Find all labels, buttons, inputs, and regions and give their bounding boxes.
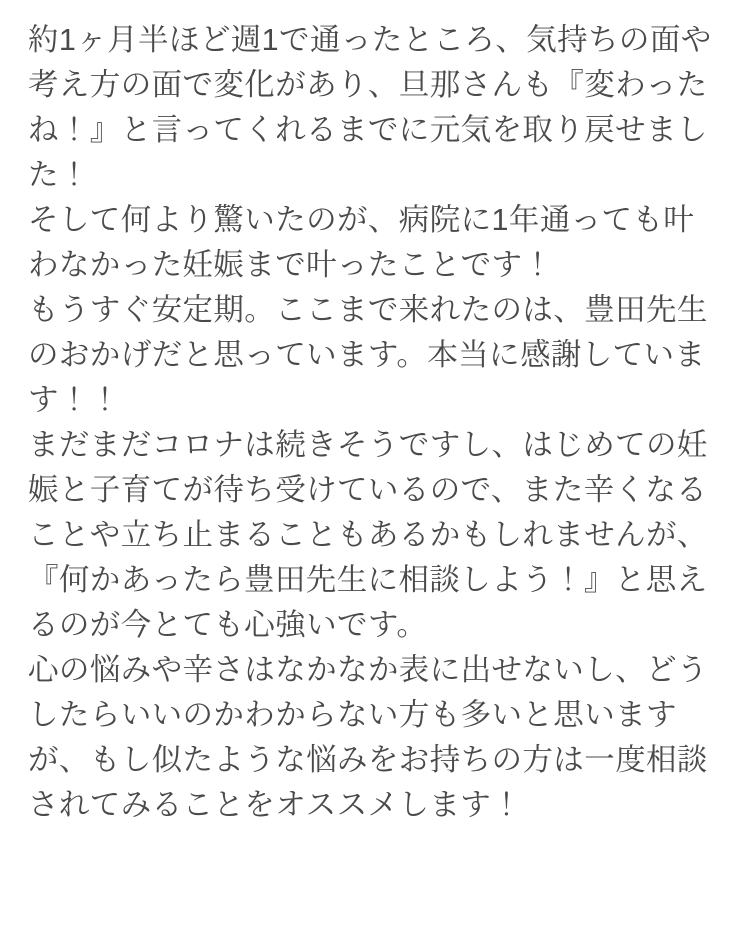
paragraph-5: 心の悩みや辛さはなかなか表に出せないし、どうしたらいいのかわからない方も多いと思いますが、もし似たような悩みをお持ちの方は一度相談されてみることをオススメします！ xyxy=(28,653,708,822)
paragraph-1: 約1ヶ月半ほど週1で通ったところ、気持ちの面や考え方の面で変化があり、旦那さんも『変わったね！』と言ってくれるまでに元気を取り戻せました！ xyxy=(28,23,712,192)
testimonial-text-block xyxy=(28,18,716,828)
paragraph-4: まだまだコロナは続きそうですし、はじめての妊娠と子育てが待ち受けているので、また辛くなることや立ち止まることもあるかもしれませんが、『何かあったら豊田先生に相談しよう！』と思えるのが今とても心強いです。 xyxy=(28,428,708,642)
paragraph-2: そして何より驚いたのが、病院に1年通っても叶わなかった妊娠まで叶ったことです！ xyxy=(28,203,695,282)
paragraph-3: もうすぐ安定期。ここまで来れたのは、豊田先生のおかげだと思っています。本当に感謝しています！！ xyxy=(28,293,708,417)
